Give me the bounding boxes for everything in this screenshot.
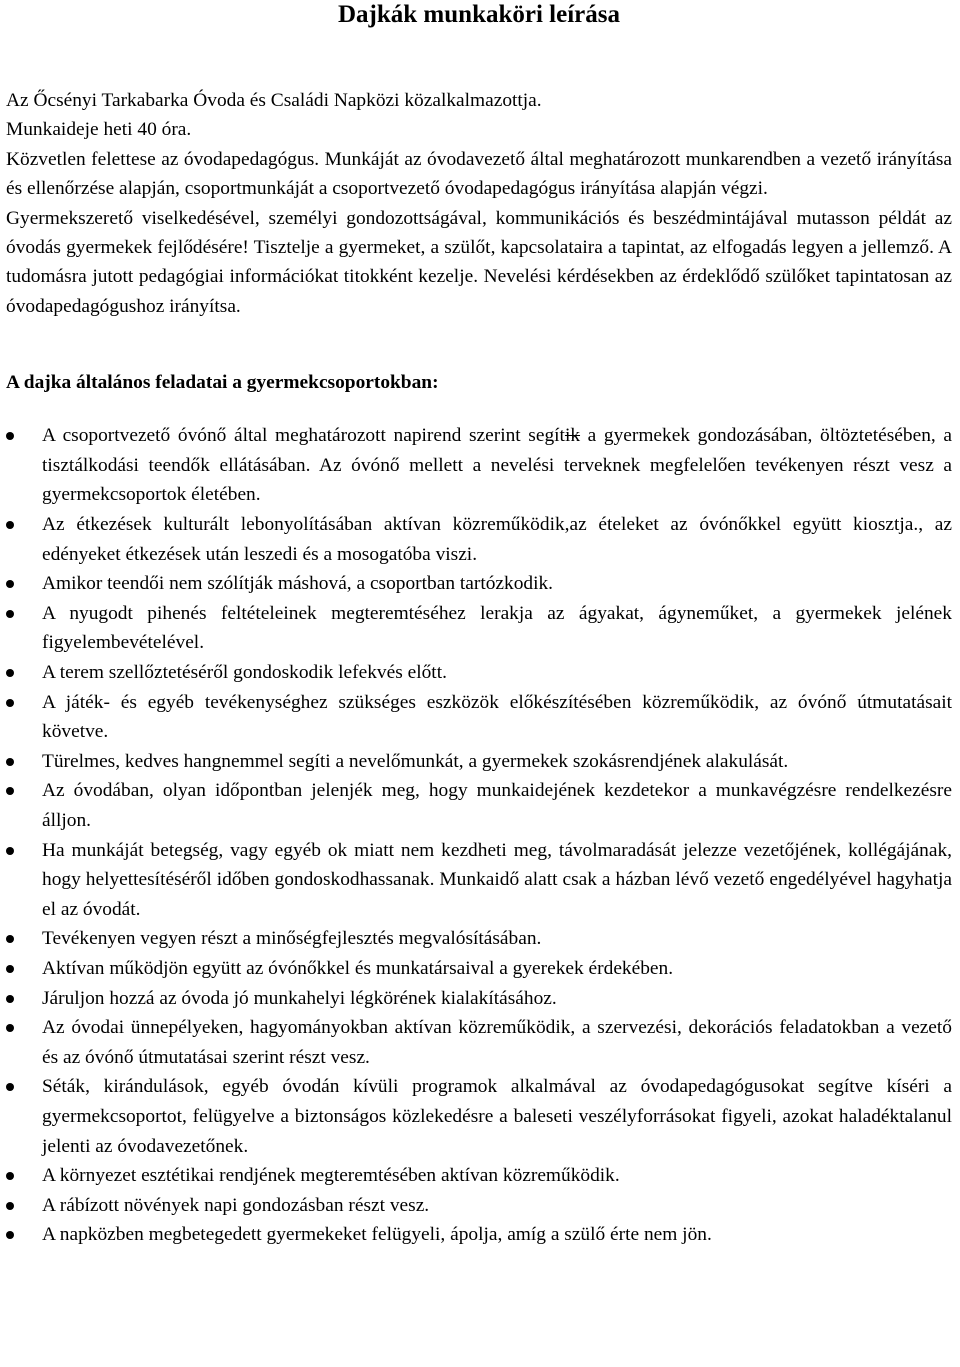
list-item — [6, 776, 952, 835]
task-text: Séták, kirándulások, egyéb óvodán kívüli programok alkalmával az óvodapedagógusokat segítve kíséri a gyermekcsoportot, felügyelve a biztonságos közlekedésre a baleseti veszélyforrásokat figyeli, azokat haladéktalanul jelenti az óvodavezetőnek. — [42, 1076, 952, 1157]
list-item — [6, 1220, 952, 1250]
bullet-icon — [6, 1083, 14, 1091]
intro-line-hours: Munkaideje heti 40 óra. — [6, 119, 192, 141]
list-item — [6, 658, 952, 688]
task-text: Ha munkáját betegség, vagy egyéb ok miatt nem kezdheti meg, távolmaradását jelezze vezetőjének, kollégájának, hogy helyettesítéséről időben gondoskodhassanak. Munkaidő alatt csak a házban lévő vezető engedélyével hagyhatja el az óvodát. — [42, 839, 952, 920]
list-item — [6, 747, 952, 777]
bullet-icon — [6, 995, 14, 1003]
bullet-icon — [6, 787, 14, 795]
bullet-icon — [6, 669, 14, 677]
task-text: A nyugodt pihenés feltételeinek megteremtéséhez lerakja az ágyakat, ágyneműket, a gyermekek jelének figyelembevételével. — [42, 602, 952, 654]
task-text: Az étkezések kulturált lebonyolításában aktívan közreműködik,az ételeket az óvónőkkel együtt kiosztja., az edényeket étkezések után leszedi és a mosogatóba viszi. — [42, 514, 952, 565]
task-text: Az óvodában, olyan időpontban jelenjék meg, hogy munkaidejének kezdetekor a munkavégzésre rendelkezésre álljon. — [42, 780, 952, 831]
list-item — [6, 421, 952, 510]
list-item — [6, 599, 952, 658]
intro-line-supervisor: Közvetlen felettese az óvodapedagógus. Munkáját az óvodavezető által meghatározott munkarendben a vezető irányítása és ellenőrzése alapján, csoportmunkáját a csoportvezető óvodapedagógus irányítása alapján végzi. — [6, 148, 952, 200]
bullet-icon — [6, 699, 14, 707]
task-text: Járuljon hozzá az óvoda jó munkahelyi légkörének kialakításához. — [42, 987, 557, 1009]
task-text: Tevékenyen vegyen részt a minőségfejlesztés megvalósításában. — [42, 928, 542, 950]
list-item — [6, 1013, 952, 1072]
bullet-icon — [6, 580, 14, 588]
bullet-icon — [6, 935, 14, 943]
list-item — [6, 688, 952, 747]
section-title: A dajka általános feladatai a gyermekcsoportokban: — [6, 372, 439, 394]
list-item — [6, 569, 952, 599]
list-item — [6, 954, 952, 984]
list-item — [6, 1191, 952, 1221]
bullet-icon — [6, 610, 14, 618]
task-list — [6, 421, 952, 1250]
bullet-icon — [6, 1202, 14, 1210]
list-item — [6, 836, 952, 925]
bullet-icon — [6, 1172, 14, 1180]
bullet-icon — [6, 847, 14, 855]
task-text: Amikor teendői nem szólítják máshová, a csoportban tartózkodik. — [42, 573, 554, 595]
task-text: Az óvodai ünnepélyeken, hagyományokban aktívan közreműködik, a szervezési, dekorációs feladatokban a vezető és az óvónő útmutatásai szerint részt vesz. — [42, 1017, 952, 1068]
list-item — [6, 1161, 952, 1191]
task-text: Aktívan működjön együtt az óvónőkkel és munkatársaival a gyerekek érdekében. — [42, 957, 674, 979]
struck-text: ik — [564, 425, 581, 447]
task-text: A környezet esztétikai rendjének megteremtésében aktívan közreműködik. — [42, 1165, 620, 1187]
list-item — [6, 924, 952, 954]
list-item — [6, 510, 952, 569]
bullet-icon — [6, 432, 14, 440]
intro-line-conduct: Gyermekszerető viselkedésével, személyi gondozottságával, kommunikációs és beszédmintájával mutasson példát az óvodás gyermekek fejlődésére! Tisztelje a gyermeket, a szülőt, kapcsolataira a tapintat, az elfogadás legyen a jellemző. A tudomásra jutott pedagógiai információkat titokként kezelje. Nevelési kérdésekben az érdeklődő szülőket tapintatosan az óvodapedagógushoz irányítsa. — [6, 207, 952, 317]
bullet-icon — [6, 1231, 14, 1239]
intro-section — [6, 86, 952, 321]
task-text: A terem szellőztetéséről gondoskodik lefekvés előtt. — [42, 662, 447, 683]
list-item — [6, 984, 952, 1014]
task-text: A játék- és egyéb tevékenységhez szükséges eszközök előkészítésében közreműködik, az óvónő útmutatásait követve. — [42, 691, 952, 743]
intro-line-employer: Az Őcsényi Tarkabarka Óvoda és Családi Napközi közalkalmazottja. — [6, 90, 542, 111]
bullet-icon — [6, 1024, 14, 1032]
task-text: A rábízott növények napi gondozásban részt vesz. — [42, 1194, 430, 1216]
document-title: Dajkák munkaköri leírása — [338, 1, 620, 28]
bullet-icon — [6, 758, 14, 766]
task-text: Türelmes, kedves hangnemmel segíti a nevelőmunkát, a gyermekek szokásrendjének alakulását. — [42, 750, 789, 772]
bullet-icon — [6, 965, 14, 973]
task-text: A napközben megbetegedett gyermekeket felügyeli, ápolja, amíg a szülő érte nem jön. — [42, 1224, 712, 1246]
list-item — [6, 1072, 952, 1161]
task-text: A csoportvezető óvónő által meghatározott napirend szerint segítik a gyermekek gondozásában, öltöztetésében, a tisztálkodási teendők ellátásában. Az óvónő mellett a nevelési terveknek megfelelően tevékenyen részt vesz a gyermekcsoportok életében. — [42, 425, 952, 506]
bullet-icon — [6, 521, 14, 529]
